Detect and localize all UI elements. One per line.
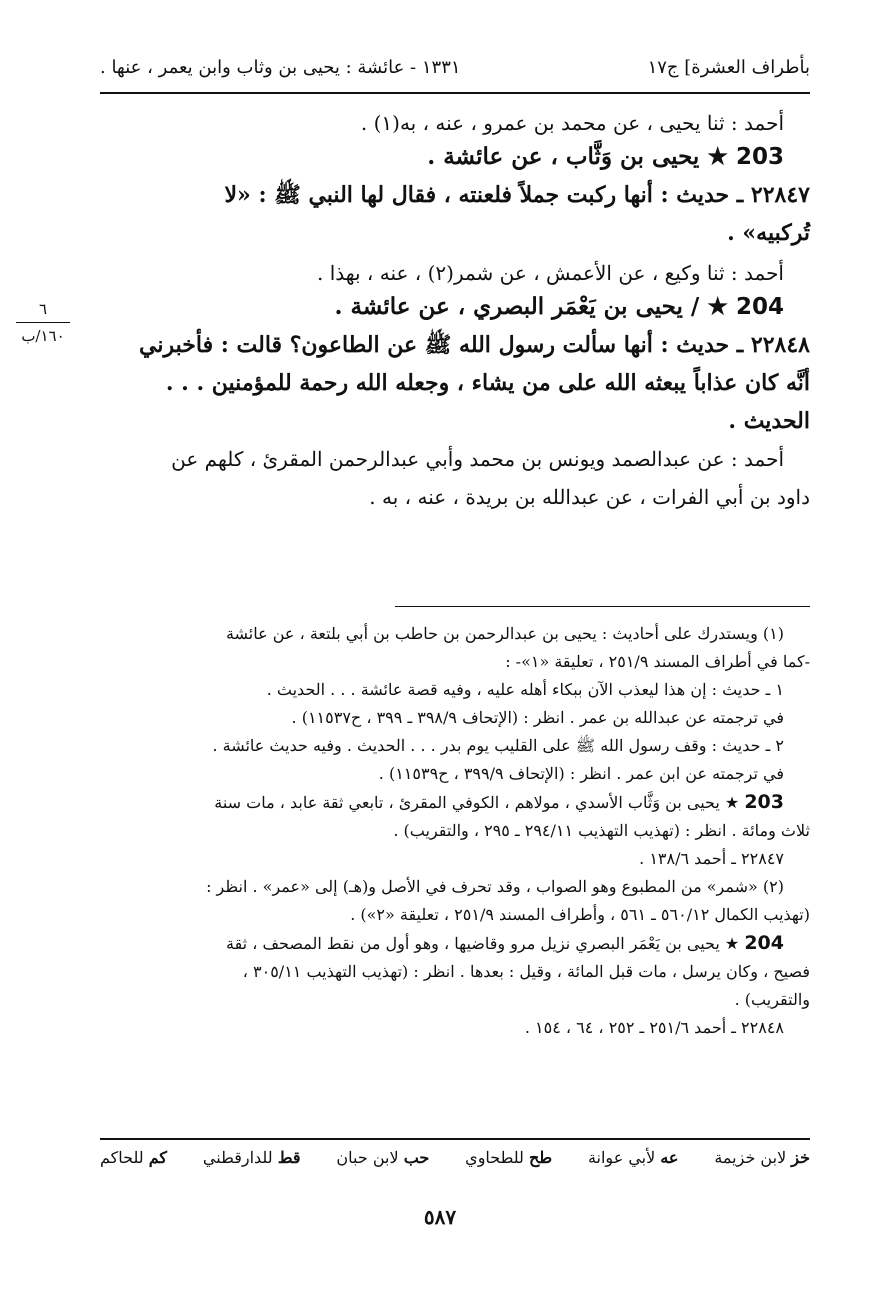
footnote-line: (٢) «شمر» من المطبوع وهو الصواب ، وقد تحرف في الأصل و(هـ) إلى «عمر» . انظر : [206, 877, 784, 896]
footnote-line: (١) ويستدرك على أحاديث : يحيى بن عبدالرحمن بن حاطب بن أبي بلتعة ، عن عائشة [225, 624, 784, 643]
margin-note-top: ٦ [38, 300, 48, 318]
hadith-line [100, 364, 810, 402]
text-line [100, 478, 810, 516]
hadith-text: ٢٢٨٤٨ ـ حديث : أنها سألت رسول الله ﷺ عن الطاعون؟ قالت : فأخبرني [139, 332, 810, 358]
margin-note-bottom: ١٦٠/ب [21, 327, 65, 345]
chain-text: أحمد : عن عبدالصمد ويونس بن محمد وأبي عبدالرحمن المقرئ ، كلهم عن [171, 447, 784, 471]
narrator-number: 204 [735, 294, 784, 320]
footnote-rule [395, 606, 810, 607]
narrator-number: 204 [744, 932, 784, 954]
narrator-name: ★ / يحيى بن يَعْمَر البصري ، عن عائشة . [334, 293, 728, 320]
page-number: ٥٨٧ [423, 1205, 457, 1229]
footnote-line: ثلاث ومائة . انظر : (تهذيب التهذيب ٢٩٤/١١ ـ ٢٩٥ ، والتقريب) . [393, 821, 810, 840]
running-title: بأطراف العشرة] ج١٧ [647, 56, 810, 78]
hadith-text: الحديث . [728, 408, 810, 434]
text-line [100, 258, 810, 288]
footnote-line: في ترجمته عن ابن عمر . انظر : (الإتحاف ٣٩٩/٩ ، ح١١٥٣٩) . [378, 764, 784, 783]
footnote-line: فصيح ، وكان يرسل ، مات قبل المائة ، وقيل : بعدها . انظر : (تهذيب التهذيب ٣٠٥/١١ ، [242, 962, 810, 981]
text-line [100, 108, 810, 138]
abbreviation-item: حب لابن حبان [336, 1148, 430, 1167]
footnote-line [100, 929, 810, 958]
text-line [100, 440, 810, 478]
footnote-text: ★ يحيى بن يَعْمَر البصري نزيل مرو وقاضيها ، وهو أول من نقط المصحف ، ثقة [226, 934, 740, 953]
main-text [100, 108, 810, 516]
footnote-line: ١ ـ حديث : إن هذا ليعذب الآن ببكاء أهله عليه ، وفيه قصة عائشة . . . الحديث . [266, 680, 784, 699]
footnote-line: (تهذيب الكمال ٥٦٠/١٢ ـ ٥٦١ ، وأطراف المسند ٢٥١/٩ ، تعليقة «٢») . [350, 905, 810, 924]
abbreviation-key [100, 1148, 810, 1167]
narrator-heading [100, 288, 810, 326]
footnote-line: ٢٢٨٤٨ ـ أحمد ٢٥١/٦ ـ ٢٥٢ ، ٦٤ ، ١٥٤ . [524, 1018, 784, 1037]
abbreviation-item: طح للطحاوي [465, 1148, 553, 1167]
chain-text: أحمد : ثنا وكيع ، عن الأعمش ، عن شمر(٢) ، عنه ، بهذا . [317, 261, 784, 285]
footnote-line: -كما في أطراف المسند ٢٥١/٩ ، تعليقة «١»- : [505, 652, 810, 671]
section-title: ١٣٣١ - عائشة : يحيى بن وثاب وابن يعمر ، عنها . [100, 56, 461, 78]
footnote-line: في ترجمته عن عبدالله بن عمر . انظر : (الإتحاف ٣٩٨/٩ ـ ٣٩٩ ، ح١١٥٣٧) . [291, 708, 784, 727]
footnote-line: ٢ ـ حديث : وقف رسول الله ﷺ على القليب يوم بدر . . . الحديث . وفيه حديث عائشة . [212, 736, 784, 755]
footnote-text: ★ يحيى بن وَثَّاب الأسدي ، مولاهم ، الكوفي المقرئ ، تابعي ثقة عابد ، مات سنة [214, 793, 740, 812]
footnote-line: ٢٢٨٤٧ ـ أحمد ١٣٨/٦ . [639, 849, 784, 868]
footnote-line [100, 788, 810, 817]
hadith-text: ٢٢٨٤٧ ـ حديث : أنها ركبت جملاً فلعنته ، فقال لها النبي ﷺ : «لا [224, 182, 810, 208]
abbreviation-item: قط للدارقطني [202, 1148, 301, 1167]
chain-text: أحمد : ثنا يحيى ، عن محمد بن عمرو ، عنه ، به(١) . [360, 111, 784, 135]
abbreviation-item: كم للحاكم [100, 1148, 168, 1167]
footnotes [100, 620, 810, 1042]
footnote-line: والتقريب) . [734, 990, 810, 1009]
bottom-rule [100, 1138, 810, 1140]
hadith-text: أنَّه كان عذاباً يبعثه الله على من يشاء ، وجعله الله رحمة للمؤمنين . . . [165, 370, 810, 396]
header-rule [100, 92, 810, 94]
hadith-line [100, 326, 810, 364]
abbreviation-item: عه لأبي عوانة [587, 1148, 679, 1167]
chain-text: داود بن أبي الفرات ، عن عبدالله بن بريدة ، عنه ، به . [369, 485, 810, 509]
margin-note [10, 300, 76, 345]
narrator-number: 203 [735, 144, 784, 170]
narrator-heading [100, 138, 810, 176]
abbreviation-item: خز لابن خزيمة [714, 1148, 810, 1167]
margin-note-line [16, 322, 70, 323]
narrator-name: ★ يحيى بن وَثَّاب ، عن عائشة . [427, 143, 728, 170]
hadith-line [100, 176, 810, 214]
hadith-text: تُركبيه» . [727, 220, 810, 246]
hadith-line [100, 214, 810, 252]
narrator-number: 203 [744, 791, 784, 813]
hadith-line [100, 402, 810, 440]
running-header [100, 50, 810, 84]
